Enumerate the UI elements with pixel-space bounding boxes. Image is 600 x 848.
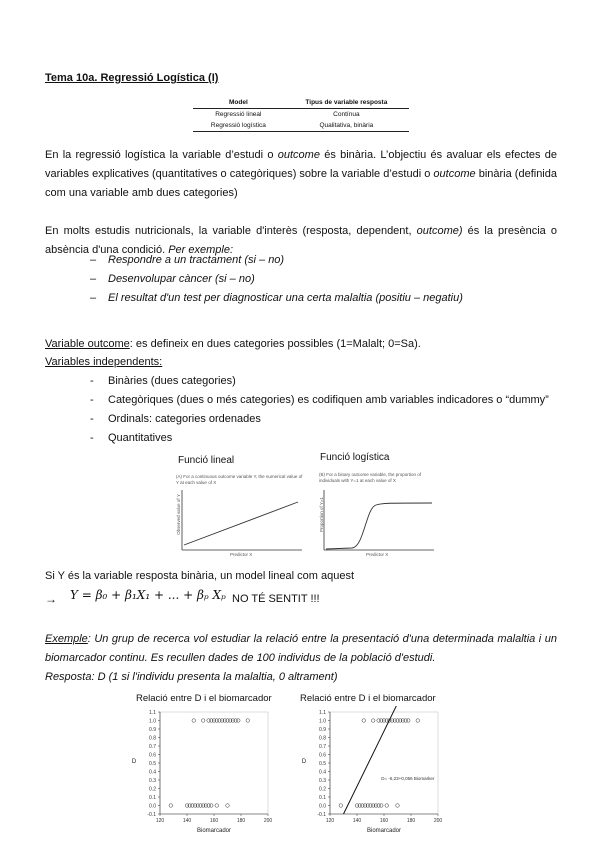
y-axis-label: D bbox=[131, 759, 137, 765]
intro-paragraph bbox=[45, 146, 557, 203]
table-cell: Contínua bbox=[333, 111, 360, 118]
biomarker-charts bbox=[118, 690, 448, 840]
logistic-function-title: Funció logística bbox=[320, 452, 390, 463]
table-header-model: Model bbox=[193, 97, 284, 109]
plot-frame bbox=[330, 712, 438, 814]
table-cell: Qualitativa, binària bbox=[284, 120, 409, 132]
function-comparison-figure bbox=[172, 452, 436, 562]
chart-title-right: Relació entre D i el biomarcador bbox=[300, 693, 436, 704]
y-tick-label: 0.5 bbox=[149, 760, 156, 767]
table-row bbox=[193, 120, 409, 132]
x-tick-label: 160 bbox=[209, 818, 219, 824]
x-tick-label: 180 bbox=[236, 818, 246, 824]
data-point bbox=[226, 804, 230, 808]
plot-frame bbox=[160, 712, 268, 814]
x-axis-label: Biomarcador bbox=[366, 828, 402, 834]
arrow-icon: → bbox=[45, 592, 57, 606]
list-item: - Categòriques (dues o més categories) es codifiquen amb variables indicadores o “dummy” bbox=[90, 394, 549, 406]
logistic-ylabel: Proportion of Y=1 bbox=[319, 496, 325, 533]
x-tick-label: 160 bbox=[379, 818, 389, 824]
data-point bbox=[396, 804, 400, 808]
linear-line bbox=[184, 502, 298, 545]
y-tick-label: 1.1 bbox=[319, 709, 326, 716]
y-tick-label: 0.1 bbox=[319, 794, 326, 801]
text-span: és la presència o absència d'una condició. bbox=[45, 225, 557, 256]
data-point bbox=[339, 804, 343, 808]
data-point bbox=[169, 804, 173, 808]
y-tick-label: 0.2 bbox=[149, 786, 156, 793]
y-tick-label: 0.7 bbox=[319, 743, 326, 750]
text-span: En la regressió logística la variable d’estudi o bbox=[45, 149, 278, 161]
text-span: és binària. L’objectiu és avaluar els efectes de variables explicatives (quantitatives o categòriques) sobre la variable d’estudi o bbox=[45, 149, 557, 180]
data-point bbox=[407, 719, 411, 723]
y-tick-label: 1.1 bbox=[149, 709, 156, 716]
italic-term: Per exemple: bbox=[168, 244, 233, 256]
linear-caption: (A) For a continuous outcome variable Y, the numerical value of Y at each value of X bbox=[176, 474, 303, 485]
y-tick-label: 0.4 bbox=[149, 769, 156, 776]
x-tick-label: 120 bbox=[325, 818, 335, 824]
example-paragraph bbox=[45, 630, 557, 668]
text-span: : es defineix en dues categories possibles (1=Malalt; 0=Sa). bbox=[129, 338, 421, 350]
data-point bbox=[215, 804, 219, 808]
y-tick-label: 0.9 bbox=[149, 726, 156, 733]
list-item: - Binàries (dues categories) bbox=[90, 375, 236, 387]
regression-equation: D= -6,23+0,056 Biomarker bbox=[381, 776, 435, 781]
logistic-caption: (B) For a binary outcome variable, the proportion of individuals with Y=1 at each value of X bbox=[319, 472, 422, 483]
data-point bbox=[362, 719, 366, 723]
y-tick-label: 0.4 bbox=[319, 769, 326, 776]
linear-function-title: Funció lineal bbox=[178, 455, 235, 466]
y-tick-label: 0.1 bbox=[149, 794, 156, 801]
chart-title-left: Relació entre D i el biomarcador bbox=[136, 693, 272, 704]
data-point bbox=[210, 804, 214, 808]
linear-plot bbox=[172, 488, 306, 560]
example-label: Exemple bbox=[45, 633, 88, 645]
x-tick-label: 140 bbox=[352, 818, 362, 824]
linear-model-sentence: Si Y és la variable resposta binària, un model lineal com aquest bbox=[45, 570, 354, 582]
linear-formula: Y = β₀ + β₁X₁ + ... + βₚ Xₚ bbox=[70, 588, 226, 602]
text-span: binària (definida com una variable amb dues categories) bbox=[45, 168, 557, 199]
y-tick-label: 0.3 bbox=[319, 777, 326, 784]
table-cell: Regressió logística bbox=[193, 120, 284, 132]
y-tick-label: -0.1 bbox=[317, 811, 326, 818]
y-tick-label: 0.6 bbox=[319, 752, 326, 759]
examples-list bbox=[90, 251, 463, 308]
data-point bbox=[201, 719, 205, 723]
table-header-type: Tipus de variable resposta bbox=[284, 97, 409, 109]
x-tick-label: 120 bbox=[155, 818, 165, 824]
list-item: – Respondre a un tractament (si – no) bbox=[90, 254, 285, 266]
x-tick-label: 140 bbox=[182, 818, 192, 824]
y-tick-label: 0.5 bbox=[319, 760, 326, 767]
list-item: - Ordinals: categories ordenades bbox=[90, 413, 261, 425]
table-header-row bbox=[193, 97, 409, 109]
outcome-label: Variable outcome bbox=[45, 338, 130, 350]
list-item: – Desenvolupar càncer (si – no) bbox=[90, 273, 255, 285]
list-item: – El resultat d'un test per diagnosticar una certa malaltia (positiu – negatiu) bbox=[90, 292, 463, 304]
y-tick-label: 0.9 bbox=[319, 726, 326, 733]
response-definition: Resposta: D (1 si l'individu presenta la malaltia, 0 altrament) bbox=[45, 671, 338, 683]
data-point bbox=[380, 804, 384, 808]
table-cell: Regressió lineal bbox=[215, 111, 262, 118]
text-span: : Un grup de recerca vol estudiar la relació entre la presentació d'una determinada malaltia i un biomarcador continu. Es recullen dades de 100 individus de la població d'estudi. bbox=[45, 633, 557, 664]
y-tick-label: 0.0 bbox=[319, 803, 326, 810]
logistic-plot bbox=[312, 488, 436, 560]
sigmoid-curve bbox=[326, 503, 432, 549]
data-point bbox=[371, 719, 375, 723]
data-point bbox=[237, 719, 241, 723]
outcome-definition bbox=[45, 335, 421, 354]
data-point bbox=[246, 719, 250, 723]
logistic-xlabel: Predictor X bbox=[366, 552, 389, 557]
independent-list bbox=[90, 372, 549, 448]
italic-term: outcome bbox=[433, 168, 476, 180]
model-table bbox=[193, 97, 409, 132]
y-tick-label: 0.0 bbox=[149, 803, 156, 810]
data-point bbox=[385, 804, 389, 808]
italic-term: outcome bbox=[277, 149, 320, 161]
scatter-chart-left bbox=[118, 706, 278, 840]
table-row bbox=[193, 109, 409, 121]
y-tick-label: 0.7 bbox=[149, 743, 156, 750]
y-tick-label: 0.6 bbox=[149, 752, 156, 759]
y-tick-label: 0.3 bbox=[149, 777, 156, 784]
x-tick-label: 200 bbox=[433, 818, 443, 824]
independent-label: Variables independents: bbox=[45, 356, 163, 368]
y-tick-label: 0.2 bbox=[319, 786, 326, 793]
linear-ylabel: Observed value of Y bbox=[175, 494, 181, 535]
y-tick-label: -0.1 bbox=[147, 811, 156, 818]
y-tick-label: 1.0 bbox=[149, 718, 156, 725]
x-tick-label: 200 bbox=[263, 818, 273, 824]
list-item: - Quantitatives bbox=[90, 432, 173, 444]
scatter-chart-right bbox=[288, 706, 448, 840]
y-axis-label: D bbox=[301, 759, 307, 765]
y-tick-label: 0.8 bbox=[319, 735, 326, 742]
page-title: Tema 10a. Regressió Logística (I) bbox=[45, 72, 219, 84]
data-point bbox=[416, 719, 420, 723]
no-sense-note: NO TÉ SENTIT !!! bbox=[232, 593, 320, 605]
x-tick-label: 180 bbox=[406, 818, 416, 824]
italic-term: outcome) bbox=[416, 225, 463, 237]
data-point bbox=[192, 719, 196, 723]
y-tick-label: 1.0 bbox=[319, 718, 326, 725]
y-tick-label: 0.8 bbox=[149, 735, 156, 742]
linear-xlabel: Predictor X bbox=[230, 552, 253, 557]
x-axis-label: Biomarcador bbox=[196, 828, 232, 834]
text-span: En molts estudis nutricionals, la variable d'interès (resposta, dependent, bbox=[45, 225, 417, 237]
